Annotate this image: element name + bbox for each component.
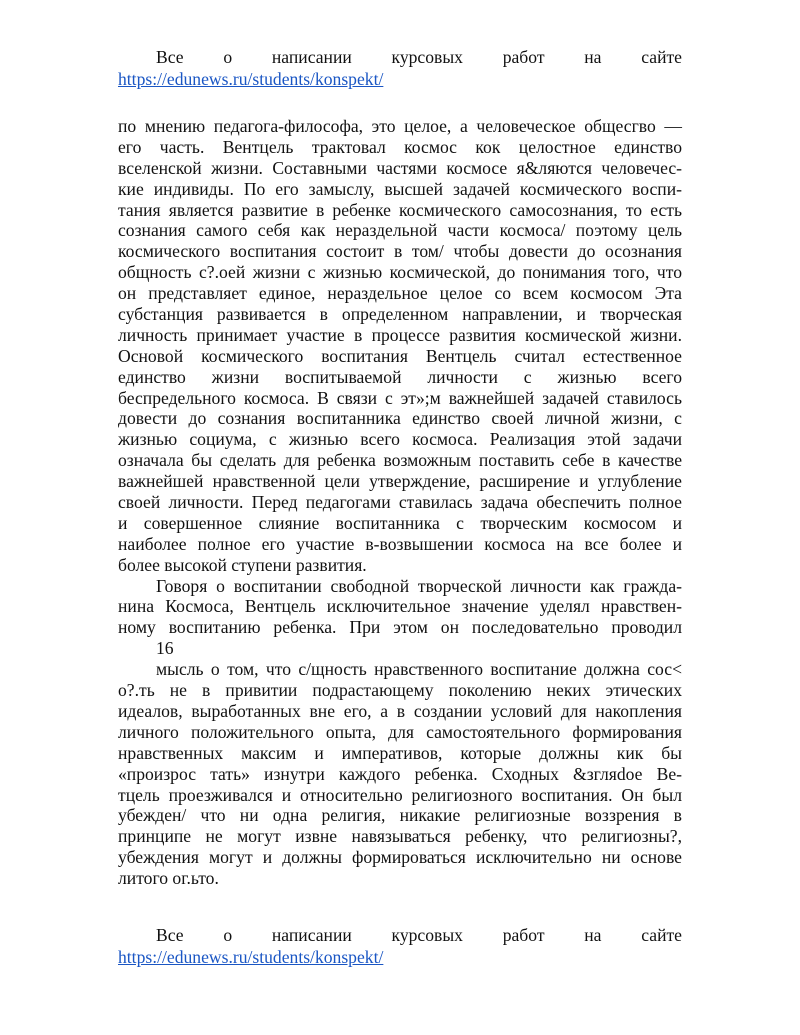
header-promo-link[interactable]: https://edunews.ru/students/konspekt/ <box>118 69 384 89</box>
text-line: общность с?.оей жизни с жизнью космической, до понимания того, что <box>118 262 682 283</box>
text-line: Основой космического воспитания Вентцель считал естественное <box>118 345 682 366</box>
text-line: нина Космоса, Вентцель исключительное значение уделял нравствен- <box>118 596 682 617</box>
text-line: сознания самого себя как нераздельной части космоса/ поэтому цель <box>118 220 682 241</box>
text-line: принципе не могут извне навязываться ребенку, что религиозны?, <box>118 826 682 847</box>
text-line: беспредельного космоса. В связи с эт»;м важнейшей задачей ставилось <box>118 387 682 408</box>
document-body <box>118 116 682 889</box>
text-line: кие индивиды. По его замыслу, высшей задачей космического воспи- <box>118 178 682 199</box>
text-line: и совершенное слияние воспитанника с творческим космосом и <box>118 512 682 533</box>
text-line: мысль о том, что с/щность нравственного воспитание должна сос< <box>156 659 682 680</box>
text-line: он представляет единое, нераздельное целое со всем космосом Эта <box>118 283 682 304</box>
text-line: нравственных максим и императивов, которые должны кик бы <box>118 742 682 763</box>
text-line: личного положительного опыта, для самостоятельного формирования <box>118 721 682 742</box>
text-line: наиболее полное его участие в-возвышении космоса на все более и <box>118 533 682 554</box>
document-page <box>118 46 682 967</box>
header-promo <box>118 46 682 90</box>
footer-promo-text: Все о написании курсовых работ на сайте <box>156 925 682 945</box>
text-line: тцель проезживался и относительно религиозного воспитания. Он был <box>118 784 682 805</box>
text-line: личность принимает участие в процессе развития космической жизни. <box>118 324 682 345</box>
text-line: убежден/ что ни одна религия, никакие религиозные воззрения в <box>118 805 682 826</box>
text-line: о?.ть не в привитии подрастающему поколению неких этических <box>118 680 682 701</box>
text-line: довести до сознания воспитанника единство своей личной жизни, с <box>118 408 682 429</box>
text-line: «произрос тать» изнутри каждого ребенка. Сходных &згляdое Ве- <box>118 763 682 784</box>
text-line: означала бы сделать для ребенка возможным поставить себе в качестве <box>118 450 682 471</box>
text-line: своей личности. Перед педагогами ставилась задача обеспечить полное <box>118 492 682 513</box>
text-line: субстанция развивается в определенном направлении, и творческая <box>118 304 682 325</box>
text-line: единство жизни воспитываемой личности с жизнью всего <box>118 366 682 387</box>
text-line: тания является развитие в ребенке космического самосознания, то есть <box>118 199 682 220</box>
text-line: космического воспитания состоит в том/ чтобы довести до осознания <box>118 241 682 262</box>
header-promo-text: Все о написании курсовых работ на сайте <box>156 47 682 67</box>
text-line: вселенской жизни. Составными частями космосе я&ляются человечес- <box>118 157 682 178</box>
text-line: его часть. Вентцель трактовал космос кок целостное единство <box>118 136 682 157</box>
footer-promo <box>118 924 682 968</box>
page-number: 16 <box>156 638 174 659</box>
text-line: по мнению педагога-философа, это целое, а человеческое общесгво — <box>118 116 682 136</box>
text-line: убеждения могут и должны формироваться исключительно ни основе <box>118 847 682 868</box>
text-line: идеалов, выработанных вне его, а в создании условий для накопления <box>118 700 682 721</box>
text-line: более высокой ступени развития. <box>118 554 367 575</box>
text-line: ному воспитанию ребенка. При этом он последовательно проводил <box>118 617 682 638</box>
text-line: литого ог.ьто. <box>118 868 219 889</box>
text-line: Говоря о воспитании свободной творческой личности как гражда- <box>156 575 682 596</box>
footer-promo-link[interactable]: https://edunews.ru/students/konspekt/ <box>118 947 384 967</box>
text-line: жизнью социума, с жизнью всего космоса. Реализация этой задачи <box>118 429 682 450</box>
text-line: важнейшей нравственной цели утверждение, расширение и углубление <box>118 471 682 492</box>
